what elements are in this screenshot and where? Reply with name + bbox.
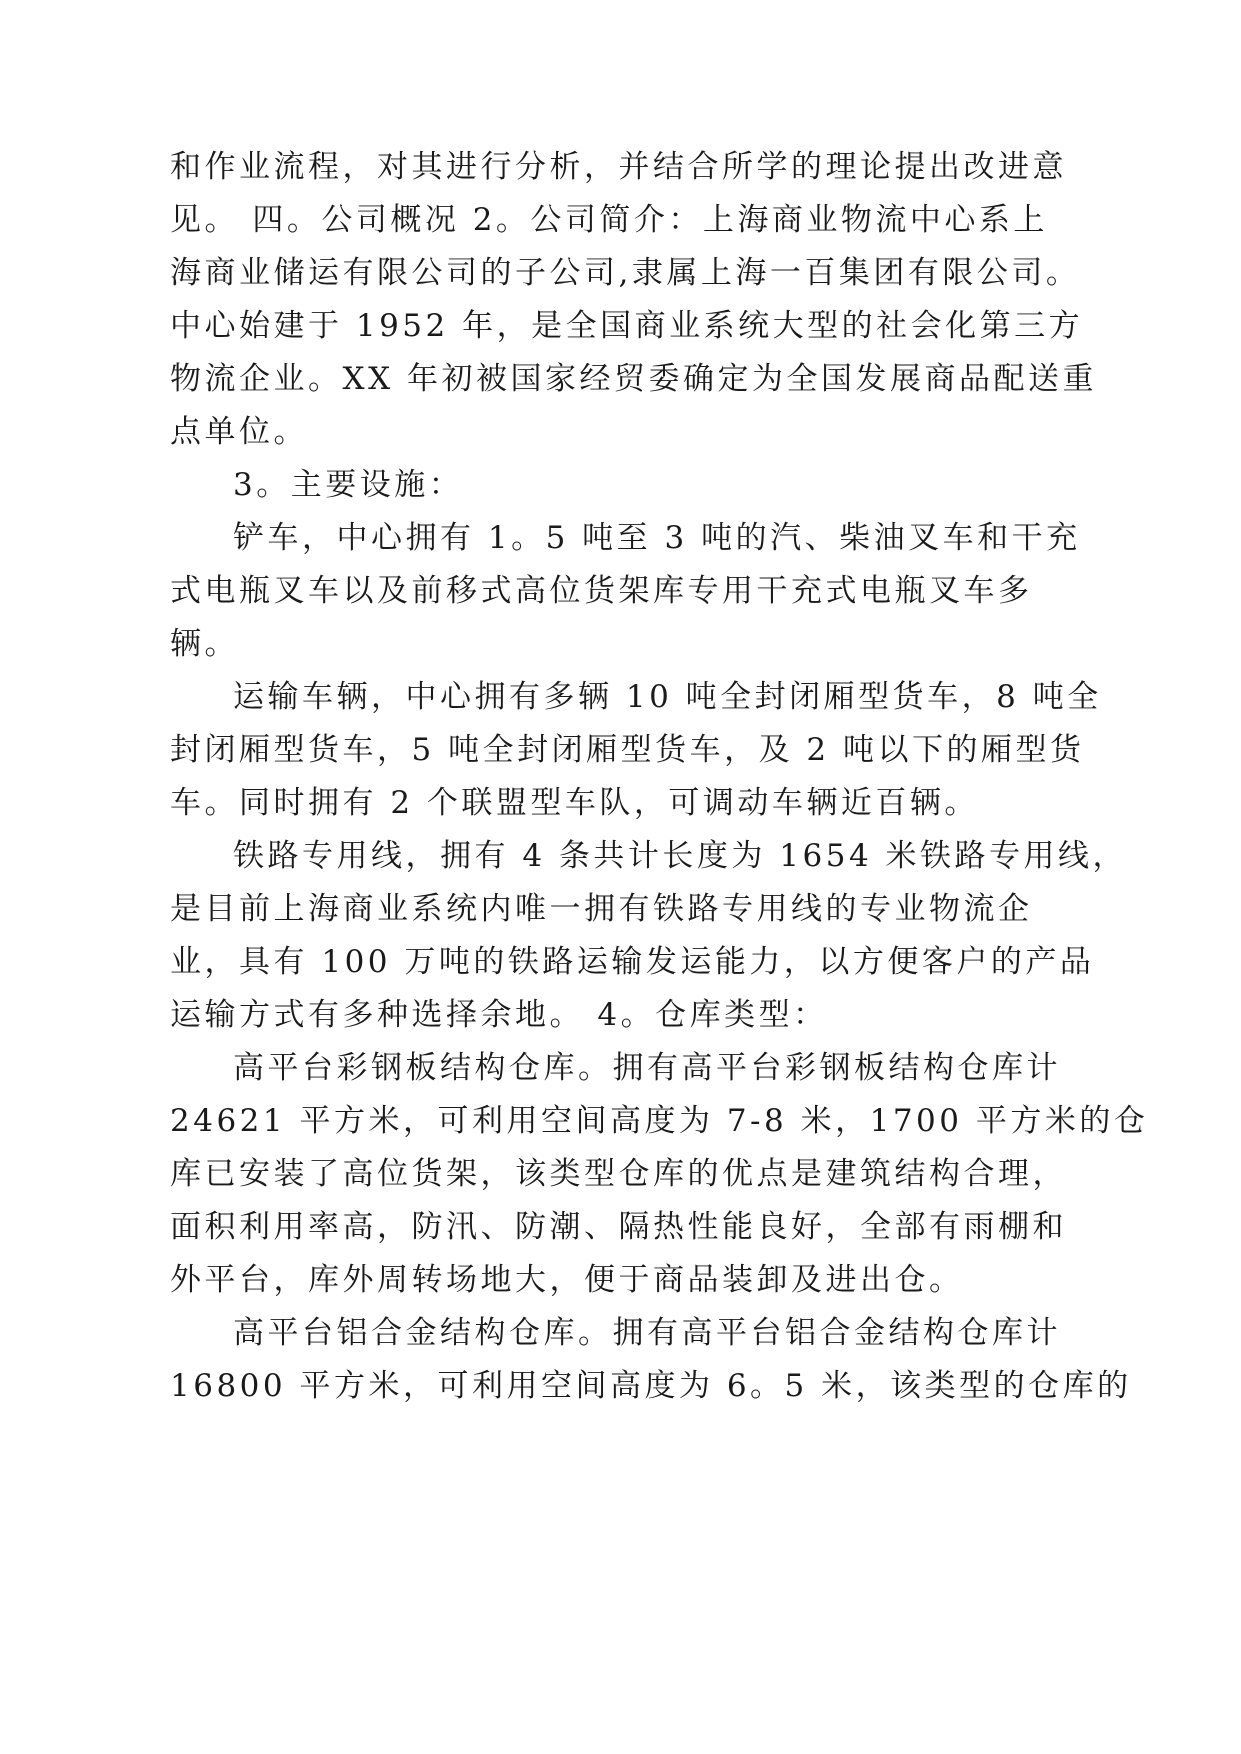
text-line: 业，具有 100 万吨的铁路运输发运能力，以方便客户的产品 <box>170 944 1095 980</box>
text-line: 运输车辆，中心拥有多辆 10 吨全封闭厢型货车，8 吨全 <box>233 679 1102 715</box>
text-line: 点单位。 <box>170 414 308 450</box>
section-heading: 3。主要设施： <box>233 467 464 503</box>
text-line: 和作业流程，对其进行分析，并结合所学的理论提出改进意 <box>170 149 1067 185</box>
text-line: 运输方式有多种选择余地。 4。仓库类型： <box>170 997 828 1033</box>
text-line: 式电瓶叉车以及前移式高位货架库专用干充式电瓶叉车多 <box>170 573 1033 609</box>
text-line: 外平台，库外周转场地大，便于商品装卸及进出仓。 <box>170 1262 964 1298</box>
text-line: 辆。 <box>170 626 239 662</box>
text-line: 高平台铝合金结构仓库。拥有高平台铝合金结构仓库计 <box>233 1315 1061 1351</box>
text-line: 铁路专用线，拥有 4 条共计长度为 1654 米铁路专用线， <box>233 838 1128 874</box>
text-line: 铲车，中心拥有 1。5 吨至 3 吨的汽、柴油叉车和干充 <box>233 520 1081 556</box>
text-line: 物流企业。XX 年初被国家经贸委确定为全国发展商品配送重 <box>170 361 1097 397</box>
text-line: 16800 平方米，可利用空间高度为 6。5 米，该类型的仓库的 <box>170 1368 1132 1404</box>
text-line: 面积利用率高，防汛、防潮、隔热性能良好，全部有雨棚和 <box>170 1209 1067 1245</box>
text-line: 海商业储运有限公司的子公司,隶属上海一百集团有限公司。 <box>170 255 1081 291</box>
text-line: 封闭厢型货车，5 吨全封闭厢型货车，及 2 吨以下的厢型货 <box>170 732 1085 768</box>
text-line: 见。 四。公司概况 2。公司简介：上海商业物流中心系上 <box>170 202 1048 238</box>
text-line: 是目前上海商业系统内唯一拥有铁路专用线的专业物流企 <box>170 891 1033 927</box>
text-line: 中心始建于 1952 年，是全国商业系统大型的社会化第三方 <box>170 308 1084 344</box>
text-line: 库已安装了高位货架，该类型仓库的优点是建筑结构合理， <box>170 1156 1067 1192</box>
text-line: 车。同时拥有 2 个联盟型车队，可调动车辆近百辆。 <box>170 785 979 821</box>
text-line: 高平台彩钢板结构仓库。拥有高平台彩钢板结构仓库计 <box>233 1050 1061 1086</box>
text-line: 24621 平方米，可利用空间高度为 7-8 米，1700 平方米的仓 <box>170 1103 1149 1139</box>
